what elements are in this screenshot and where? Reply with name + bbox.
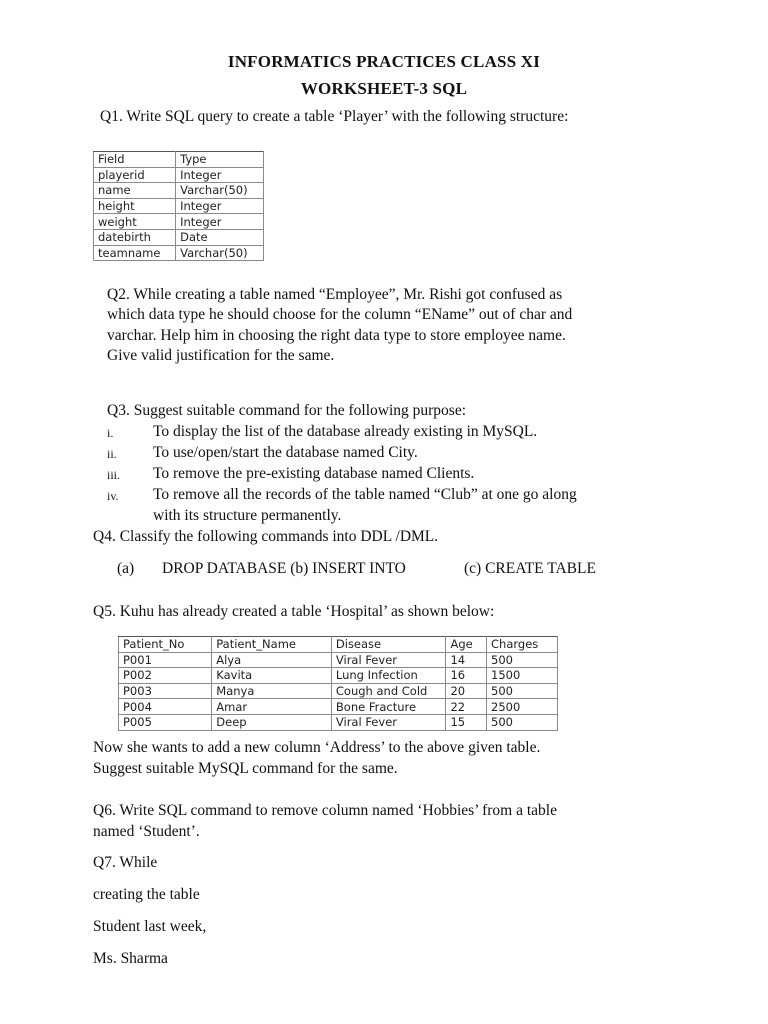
- q3-item-number: iv.: [107, 489, 119, 503]
- table-cell: Viral Fever: [331, 652, 446, 668]
- table-cell: P002: [119, 668, 212, 684]
- q2-line-1: Q2. While creating a table named “Employee”, Mr. Rishi got confused as: [107, 286, 563, 303]
- table-cell: P003: [119, 683, 212, 699]
- table-cell: Manya: [212, 683, 332, 699]
- table-cell: Varchar(50): [176, 183, 264, 199]
- table-cell: 1500: [487, 668, 558, 684]
- player-structure-table: [93, 151, 264, 261]
- q7-line-1: Q7. While: [93, 854, 158, 871]
- table-cell: P001: [119, 652, 212, 668]
- table-cell: teamname: [94, 245, 176, 261]
- q4-text: Q4. Classify the following commands into DDL /DML.: [93, 528, 439, 545]
- q3-item-number: i.: [107, 426, 114, 440]
- table-cell: 14: [446, 652, 487, 668]
- q5-after-line-1: Now she wants to add a new column ‘Address’ to the above given table.: [93, 739, 541, 756]
- table-cell: Amar: [212, 699, 332, 715]
- table-row: [119, 668, 558, 684]
- table-header-cell: Field: [94, 152, 176, 168]
- table-row: [119, 699, 558, 715]
- table-row: [94, 183, 264, 199]
- q3-item-text: To use/open/start the database named City.: [153, 444, 418, 461]
- table-cell: Bone Fracture: [331, 699, 446, 715]
- table-cell: 16: [446, 668, 487, 684]
- table-cell: 2500: [487, 699, 558, 715]
- q5-after-line-2: Suggest suitable MySQL command for the same.: [93, 760, 398, 777]
- q4-option-label: (a): [117, 560, 135, 577]
- table-header-cell: Disease: [331, 637, 446, 653]
- worksheet-subtitle: WORKSHEET-3 SQL: [300, 79, 468, 98]
- q3-item-number: iii.: [107, 468, 121, 482]
- q7-line-4: Ms. Sharma: [93, 950, 168, 967]
- q1-text: Q1. Write SQL query to create a table ‘Player’ with the following structure:: [100, 108, 569, 125]
- table-row: [94, 245, 264, 261]
- table-row: [119, 683, 558, 699]
- q3-item-number: ii.: [107, 447, 117, 461]
- table-row: [94, 229, 264, 245]
- q3-item-text: To display the list of the database already existing in MySQL.: [153, 423, 538, 440]
- q3-item-text: To remove all the records of the table named “Club” at one go along: [153, 486, 577, 503]
- q2-line-3: varchar. Help him in choosing the right data type to store employee name.: [107, 327, 566, 344]
- q2-line-4: Give valid justification for the same.: [107, 347, 335, 364]
- q5-text: Q5. Kuhu has already created a table ‘Hospital’ as shown below:: [93, 603, 495, 620]
- table-cell: Alya: [212, 652, 332, 668]
- table-header-cell: Patient_Name: [212, 637, 332, 653]
- table-row: [119, 714, 558, 730]
- q3-item-text: To remove the pre-existing database named Clients.: [153, 465, 475, 482]
- table-cell: weight: [94, 214, 176, 230]
- q6-line-1: Q6. Write SQL command to remove column named ‘Hobbies’ from a table: [93, 802, 557, 819]
- q3-text: Q3. Suggest suitable command for the following purpose:: [107, 402, 467, 419]
- q7-line-2: creating the table: [93, 886, 200, 903]
- table-cell: 15: [446, 714, 487, 730]
- table-cell: Viral Fever: [331, 714, 446, 730]
- table-header-row: [119, 637, 558, 653]
- table-header-cell: Patient_No: [119, 637, 212, 653]
- q4-option-c: (c) CREATE TABLE: [464, 560, 596, 577]
- table-cell: Integer: [176, 167, 264, 183]
- table-cell: Integer: [176, 214, 264, 230]
- worksheet-title: INFORMATICS PRACTICES CLASS XI: [227, 52, 541, 71]
- table-cell: Date: [176, 229, 264, 245]
- hospital-table: [118, 636, 558, 731]
- table-cell: P004: [119, 699, 212, 715]
- table-cell: Varchar(50): [176, 245, 264, 261]
- table-cell: Deep: [212, 714, 332, 730]
- table-row: [94, 198, 264, 214]
- table-cell: playerid: [94, 167, 176, 183]
- table-header-row: [94, 152, 264, 168]
- table-cell: Kavita: [212, 668, 332, 684]
- table-row: [94, 214, 264, 230]
- table-cell: height: [94, 198, 176, 214]
- q7-line-3: Student last week,: [93, 918, 207, 935]
- table-header-cell: Charges: [487, 637, 558, 653]
- table-cell: 20: [446, 683, 487, 699]
- q2-line-2: which data type he should choose for the column “EName” out of char and: [107, 306, 573, 323]
- q4-options: DROP DATABASE (b) INSERT INTO: [162, 560, 406, 577]
- table-header-cell: Age: [446, 637, 487, 653]
- table-row: [94, 167, 264, 183]
- table-cell: 22: [446, 699, 487, 715]
- table-cell: Integer: [176, 198, 264, 214]
- table-cell: P005: [119, 714, 212, 730]
- q3-item-continuation: with its structure permanently.: [153, 507, 342, 524]
- table-row: [119, 652, 558, 668]
- table-cell: Lung Infection: [331, 668, 446, 684]
- table-cell: datebirth: [94, 229, 176, 245]
- table-cell: Cough and Cold: [331, 683, 446, 699]
- q6-line-2: named ‘Student’.: [93, 823, 200, 840]
- table-cell: name: [94, 183, 176, 199]
- table-cell: 500: [487, 652, 558, 668]
- table-cell: 500: [487, 683, 558, 699]
- table-cell: 500: [487, 714, 558, 730]
- table-header-cell: Type: [176, 152, 264, 168]
